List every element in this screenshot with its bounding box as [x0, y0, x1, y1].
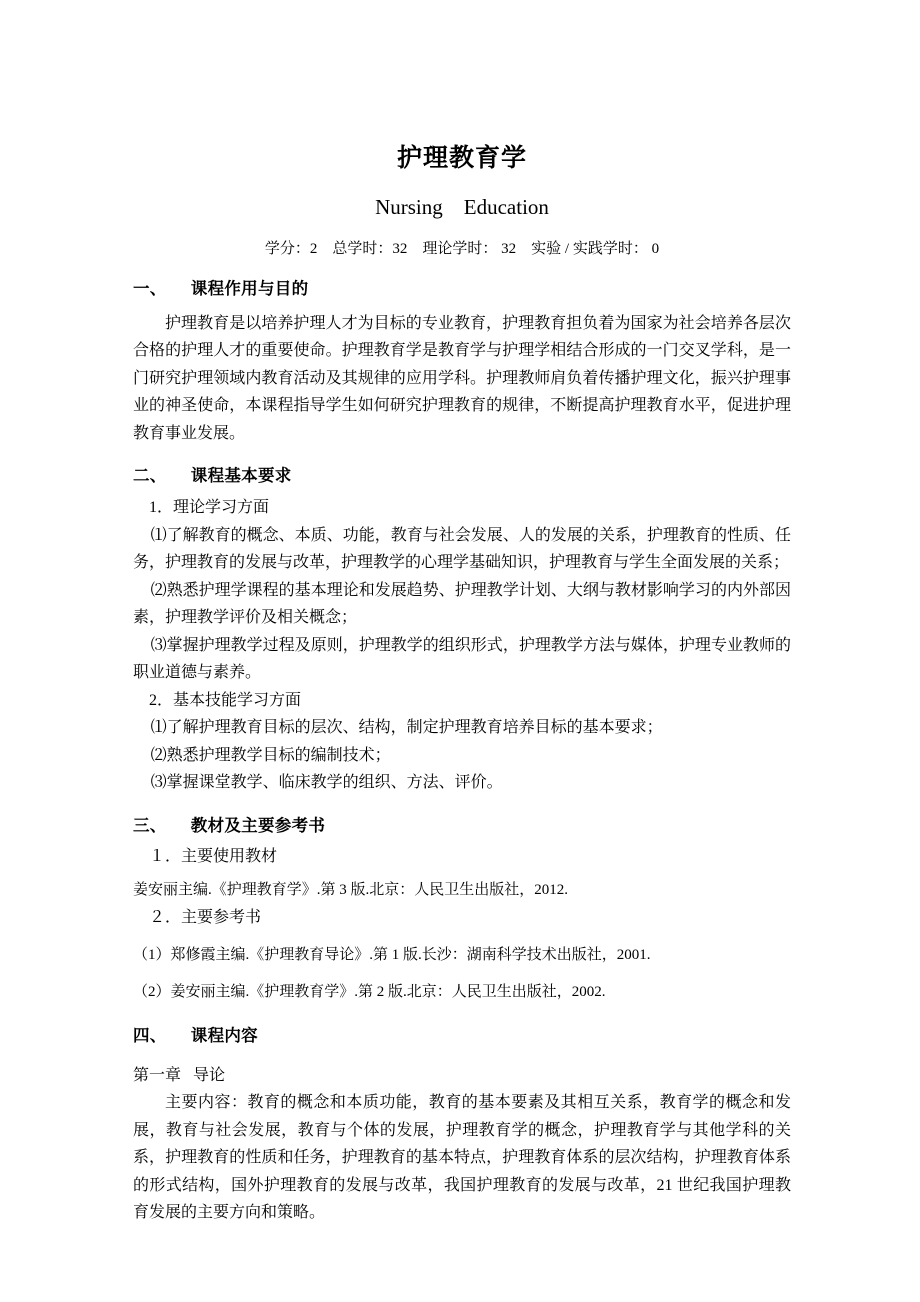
reference-citation-1: （1）郑修霞主编.《护理教育导论》.第 1 版.长沙：湖南科学技术出版社，2001.: [133, 946, 651, 963]
section-heading-4: 四、 课程内容: [133, 1025, 258, 1045]
section-2-skills-item-3: ⑶掌握课堂教学、临床教学的组织、方法、评价。: [150, 774, 503, 792]
course-credit-meta: 学分：2 总学时：32 理论学时： 32 实验 / 实践学时： 0: [264, 241, 660, 258]
section-3-subheading-references: ２．主要参考书: [149, 909, 262, 927]
page-title: 护理教育学: [396, 143, 527, 172]
section-2-skills-item-2: ⑵熟悉护理教学目标的编制技术；: [150, 746, 391, 764]
section-heading-2: 二、 课程基本要求: [133, 466, 292, 486]
section-2-skills-item-1: ⑴了解护理教育目标的层次、结构，制定护理教育培养目标的基本要求；: [150, 719, 663, 737]
reference-citation-2: （2）姜安丽主编.《护理教育学》.第 2 版.北京：人民卫生出版社，2002.: [133, 984, 606, 1001]
section-heading-1: 一、 课程作用与目的: [133, 278, 309, 298]
page-subtitle-english: Nursing Education: [375, 195, 549, 219]
section-2-subheading-skills: 2．基本技能学习方面: [149, 691, 302, 709]
section-2-theory-item-1: ⑴了解教育的概念、本质、功能，教育与社会发展、人的发展的关系，护理教育的性质、任务，护理教育的发展与改革，护理教学的心理学基础知识，护理教育与学生全面发展的关系；: [133, 526, 791, 572]
section-3-subheading-textbook: １．主要使用教材: [149, 848, 278, 866]
section-2-subheading-theory: 1．理论学习方面: [149, 499, 270, 517]
primary-textbook-citation: 姜安丽主编.《护理教育学》.第 3 版.北京：人民卫生出版社，2012.: [133, 881, 569, 898]
section-2-theory-item-3: ⑶掌握护理教学过程及原则，护理教学的组织形式，护理教学方法与媒体，护理专业教师的职业道德与素养。: [133, 636, 791, 682]
section-2-theory-item-2: ⑵熟悉护理学课程的基本理论和发展趋势、护理教学计划、大纲与教材影响学习的内外部因素，护理教学评价及相关概念；: [133, 581, 791, 627]
section-1-paragraph: 护理教育是以培养护理人才为目标的专业教育，护理教育担负着为国家为社会培养各层次合格的护理人才的重要使命。护理教育学是教育学与护理学相结合形成的一门交叉学科，是一门研究护理领域内教育活动及其规律的应用学科。护理教师肩负着传播护理文化，振兴护理事业的神圣使命，本课程指导学生如何研究护理教育的规律，不断提高护理教育水平，促进护理教育事业发展。: [133, 314, 791, 442]
chapter-1-content: 主要内容：教育的概念和本质功能，教育的基本要素及其相互关系，教育学的概念和发展，教育与社会发展，教育与个体的发展，护理教育学的概念，护理教育学与其他学科的关系，护理教育的性质和任务，护理教育的基本特点，护理教育体系的层次结构，护理教育体系的形式结构，国外护理教育的发展与改革，我国护理教育的发展与改革，21 世纪我国护理教育发展的主要方向和策略。: [133, 1094, 791, 1222]
chapter-1-title: 第一章 导论: [133, 1066, 226, 1084]
section-heading-3: 三、 教材及主要参考书: [133, 815, 326, 835]
page-content: [133, 0, 791, 1227]
